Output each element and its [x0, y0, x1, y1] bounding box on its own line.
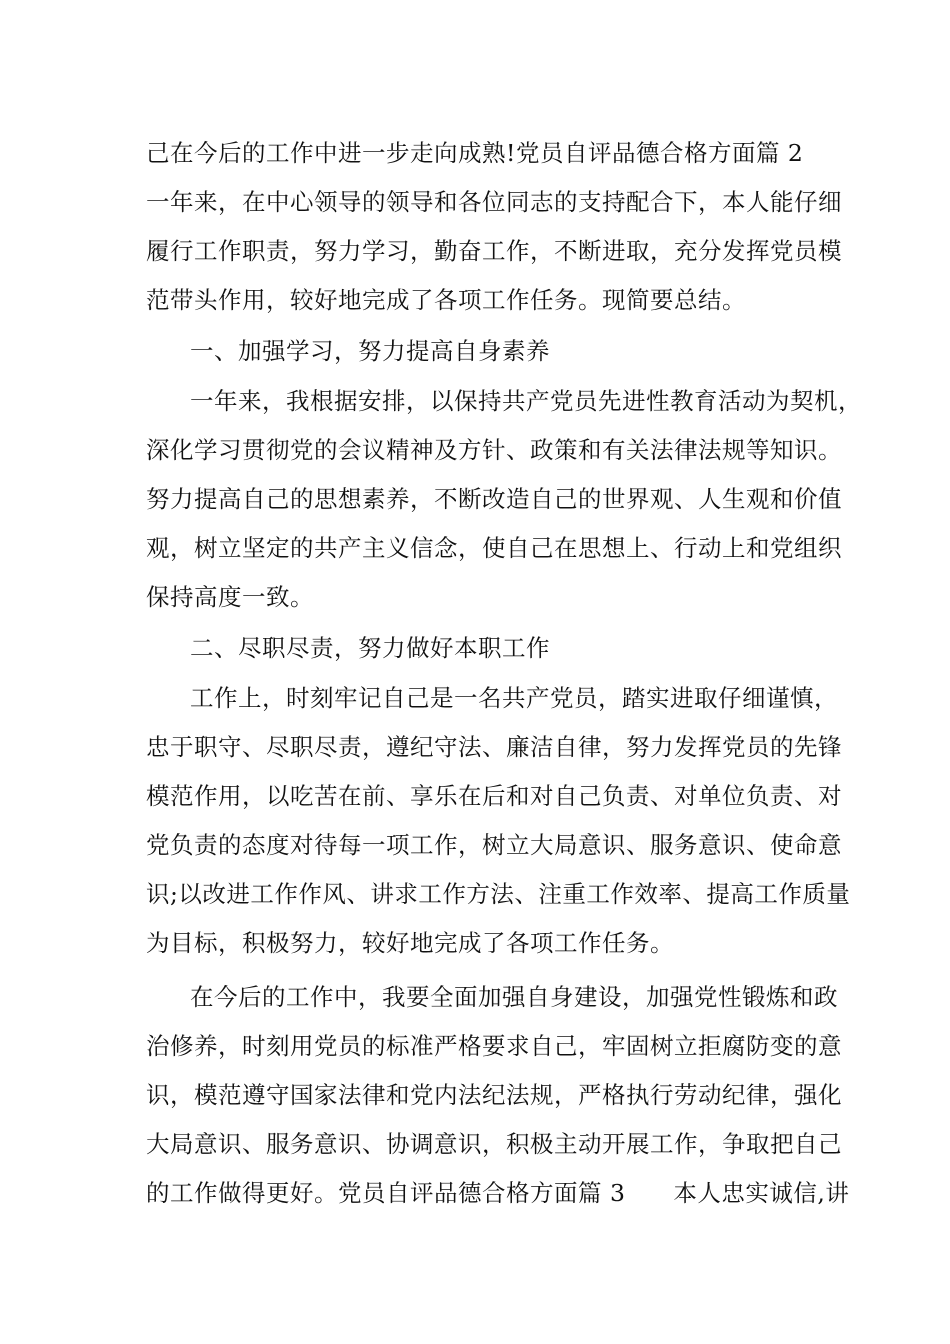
text-line: 治修养，时刻用党员的标准严格要求自己，牢固树立拒腐防变的意: [146, 1032, 842, 1060]
text-line: 范带头作用，较好地完成了各项工作任务。现简要总结。: [146, 286, 746, 314]
text-line: 保持高度一致。: [146, 583, 314, 611]
text-line: 在今后的工作中，我要全面加强自身建设，加强党性锻炼和政: [190, 983, 838, 1011]
text-line: 的工作做得更好。党员自评品德合格方面篇 3 本人忠实诚信,讲: [146, 1179, 850, 1207]
text-line: 努力提高自己的思想素养，不断改造自己的世界观、人生观和价值: [146, 485, 842, 513]
text-line: 履行工作职责，努力学习，勤奋工作，不断进取，充分发挥党员模: [146, 237, 842, 265]
text-line: 模范作用，以吃苦在前、享乐在后和对自己负责、对单位负责、对: [146, 782, 842, 810]
text-line: 识，模范遵守国家法律和党内法纪法规，严格执行劳动纪律，强化: [146, 1081, 842, 1109]
text-line: 大局意识、服务意识、协调意识，积极主动开展工作，争取把自己: [146, 1130, 842, 1158]
section-heading: 一、加强学习，努力提高自身素养: [190, 337, 550, 365]
text-line: 一年来，我根据安排，以保持共产党员先进性教育活动为契机，: [190, 387, 862, 415]
text-line: 党负责的态度对待每一项工作，树立大局意识、服务意识、使命意: [146, 831, 842, 859]
text-line: 一年来，在中心领导的领导和各位同志的支持配合下，本人能仔细: [146, 188, 842, 216]
text-line: 识;以改进工作作风、讲求工作方法、注重工作效率、提高工作质量: [146, 880, 851, 908]
text-line: 观，树立坚定的共产主义信念，使自己在思想上、行动上和党组织: [146, 534, 842, 562]
text-line: 己在今后的工作中进一步走向成熟!党员自评品德合格方面篇 2: [146, 139, 804, 167]
section-heading: 二、尽职尽责，努力做好本职工作: [190, 634, 550, 662]
text-line: 为目标，积极努力，较好地完成了各项工作任务。: [146, 929, 674, 957]
text-line: 深化学习贯彻党的会议精神及方针、政策和有关法律法规等知识。: [146, 436, 842, 464]
text-line: 忠于职守、尽职尽责，遵纪守法、廉洁自律，努力发挥党员的先锋: [146, 733, 842, 761]
text-line: 工作上，时刻牢记自己是一名共产党员，踏实进取仔细谨慎，: [190, 684, 838, 712]
